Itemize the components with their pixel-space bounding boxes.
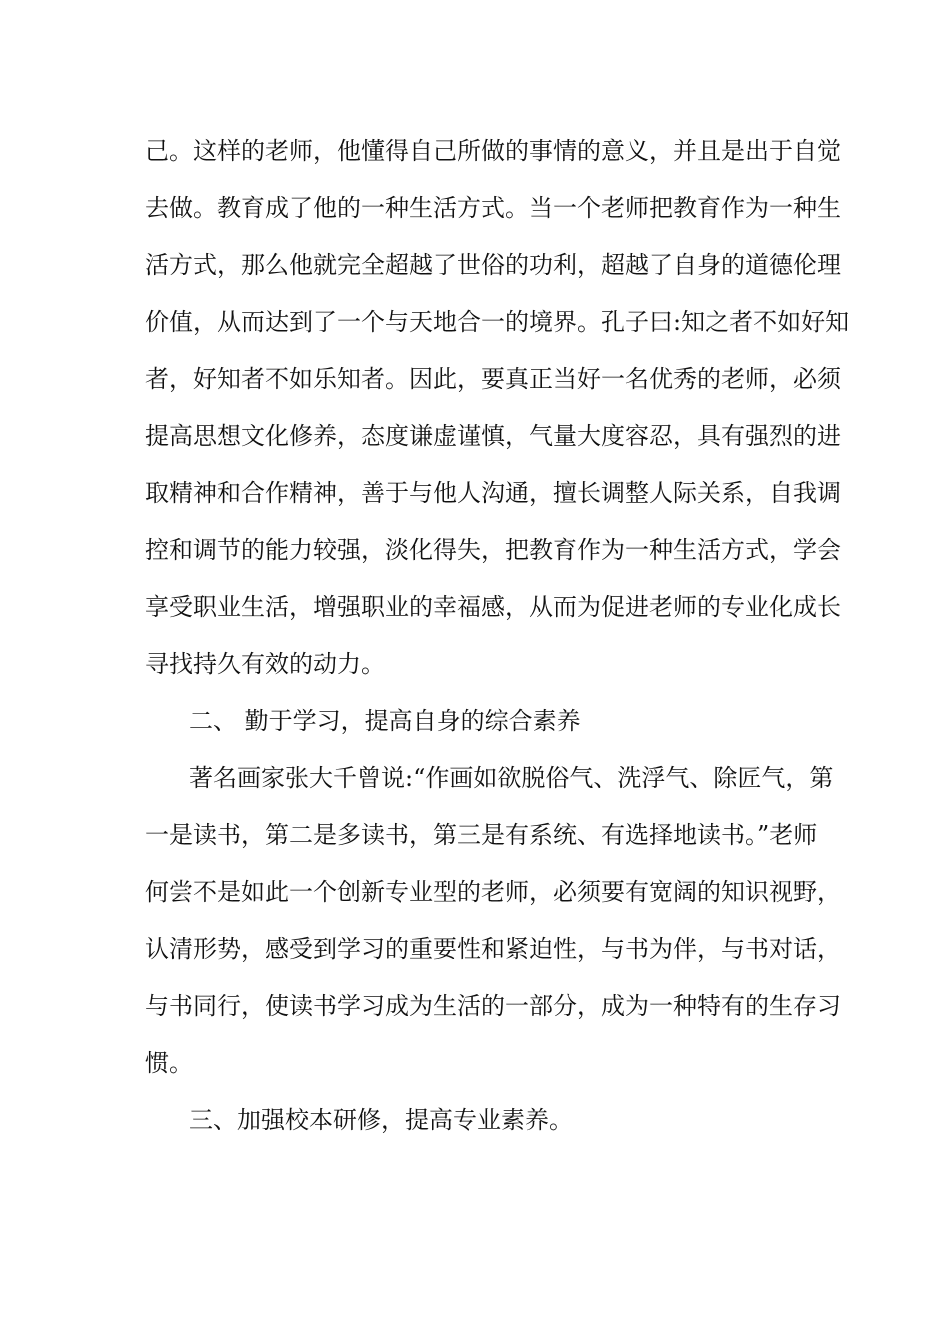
text-line: 提高思想文化修养，态度谦虚谨慎，气量大度容忍，具有强烈的进 xyxy=(145,422,841,450)
text-line: 享受职业生活，增强职业的幸福感，从而为促进老师的专业化成长 xyxy=(145,593,841,621)
paragraph xyxy=(145,755,841,1097)
document-body xyxy=(145,128,850,1154)
text-line: 寻找持久有效的动力。 xyxy=(145,650,385,678)
text-line: 与书同行，使读书学习成为生活的一部分，成为一种特有的生存习 xyxy=(145,992,841,1020)
text-line: 活方式，那么他就完全超越了世俗的功利，超越了自身的道德伦理 xyxy=(145,251,841,279)
text-line: 价值，从而达到了一个与天地合一的境界。孔子曰:知之者不如好知 xyxy=(145,308,850,336)
paragraph-continued xyxy=(145,128,850,698)
text-line: 去做。教育成了他的一种生活方式。当一个老师把教育作为一种生 xyxy=(145,194,841,222)
text-line: 一是读书，第二是多读书，第三是有系统、有选择地读书。”老师 xyxy=(145,821,818,849)
section-heading: 二、 勤于学习，提高自身的综合素养 xyxy=(189,707,581,735)
text-line: 惯。 xyxy=(145,1049,193,1077)
text-line: 者，好知者不如乐知者。因此，要真正当好一名优秀的老师，必须 xyxy=(145,365,841,393)
text-line: 取精神和合作精神，善于与他人沟通，擅长调整人际关系，自我调 xyxy=(145,479,841,507)
text-line: 著名画家张大千曾说:“作画如欲脱俗气、洗浮气、除匠气，第 xyxy=(189,764,834,792)
text-line: 己。这样的老师，他懂得自己所做的事情的意义，并且是出于自觉 xyxy=(145,137,841,165)
text-line: 认清形势，感受到学习的重要性和紧迫性，与书为伴，与书对话， xyxy=(145,935,841,963)
section-heading: 三、加强校本研修，提高专业素养。 xyxy=(189,1106,573,1134)
text-line: 何尝不是如此一个创新专业型的老师，必须要有宽阔的知识视野， xyxy=(145,878,841,906)
text-line: 控和调节的能力较强，淡化得失，把教育作为一种生活方式，学会 xyxy=(145,536,841,564)
